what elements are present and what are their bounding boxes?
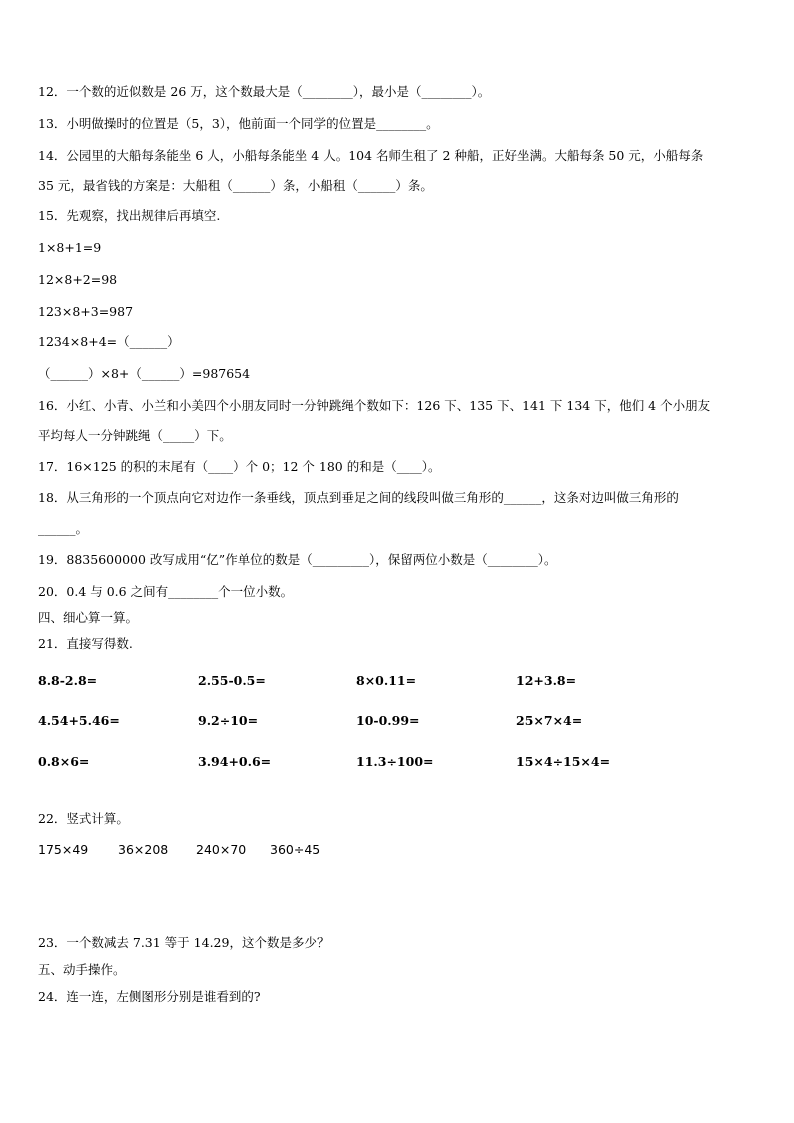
calc-item: 11.3÷100= <box>356 754 434 769</box>
question-18-line-2: ______。 <box>38 521 89 536</box>
vertical-calc-item: 36×208 <box>118 842 169 857</box>
question-19: 19．8835600000 改写成用“亿”作单位的数是（_________），保留两位小数是（________）。 <box>38 552 557 567</box>
vertical-calc-item: 175×49 <box>38 842 89 857</box>
section-5-heading: 五、动手操作。 <box>38 962 126 977</box>
calc-item: 4.54+5.46= <box>38 713 120 728</box>
question-15-equation-3: 123×8+3=987 <box>38 304 134 319</box>
section-4-heading: 四、细心算一算。 <box>38 610 139 625</box>
question-16-line-2: 平均每人一分钟跳绳（_____）下。 <box>38 428 232 443</box>
question-17: 17．16×125 的积的末尾有（____）个 0；12 个 180 的和是（____）。 <box>38 459 441 474</box>
question-15-equation-1: 1×8+1=9 <box>38 240 102 255</box>
calc-item: 8×0.11= <box>356 673 417 688</box>
question-15: 15．先观察，找出规律后再填空. <box>38 208 221 223</box>
calc-item: 25×7×4= <box>516 713 583 728</box>
calc-item: 12+3.8= <box>516 673 577 688</box>
calc-item: 0.8×6= <box>38 754 90 769</box>
calc-item: 3.94+0.6= <box>198 754 272 769</box>
question-15-equation-4: 1234×8+4=（______） <box>38 334 180 349</box>
question-16-line-1: 16．小红、小青、小兰和小美四个小朋友同时一分钟跳绳个数如下：126 下、135 下、141 下 134 下，他们 4 个小朋友 <box>38 398 711 413</box>
question-14-line-1: 14．公园里的大船每条能坐 6 人，小船每条能坐 4 人。104 名师生租了 2 种船，正好坐满。大船每条 50 元，小船每条 <box>38 148 704 163</box>
question-13: 13．小明做操时的位置是（5，3），他前面一个同学的位置是________。 <box>38 116 439 131</box>
question-14-line-2: 35 元，最省钱的方案是：大船租（______）条，小船租（______）条。 <box>38 178 433 193</box>
question-15-equation-5: （______）×8+（______）=987654 <box>38 366 251 381</box>
calc-row-2 <box>38 713 758 729</box>
question-20: 20．0.4 与 0.6 之间有________个一位小数。 <box>38 584 294 599</box>
vertical-calc-item: 360÷45 <box>270 842 321 857</box>
vertical-calc-item: 240×70 <box>196 842 247 857</box>
calc-item: 10-0.99= <box>356 713 420 728</box>
question-22: 22．竖式计算。 <box>38 811 129 826</box>
question-18-line-1: 18．从三角形的一个顶点向它对边作一条垂线，顶点到垂足之间的线段叫做三角形的______，这条对边叫做三角形的 <box>38 490 679 505</box>
calc-item: 15×4÷15×4= <box>516 754 611 769</box>
calc-item: 2.55-0.5= <box>198 673 266 688</box>
calc-row-3 <box>38 754 758 770</box>
question-15-equation-2: 12×8+2=98 <box>38 272 118 287</box>
question-21: 21．直接写得数. <box>38 636 133 651</box>
question-12: 12．一个数的近似数是 26 万，这个数最大是（________），最小是（________）。 <box>38 84 491 99</box>
question-23: 23．一个数减去 7.31 等于 14.29，这个数是多少？ <box>38 935 330 950</box>
question-24: 24．连一连，左侧图形分别是谁看到的? <box>38 989 261 1004</box>
calc-item: 9.2÷10= <box>198 713 259 728</box>
calc-item: 8.8-2.8= <box>38 673 98 688</box>
calc-row-1 <box>38 673 758 689</box>
